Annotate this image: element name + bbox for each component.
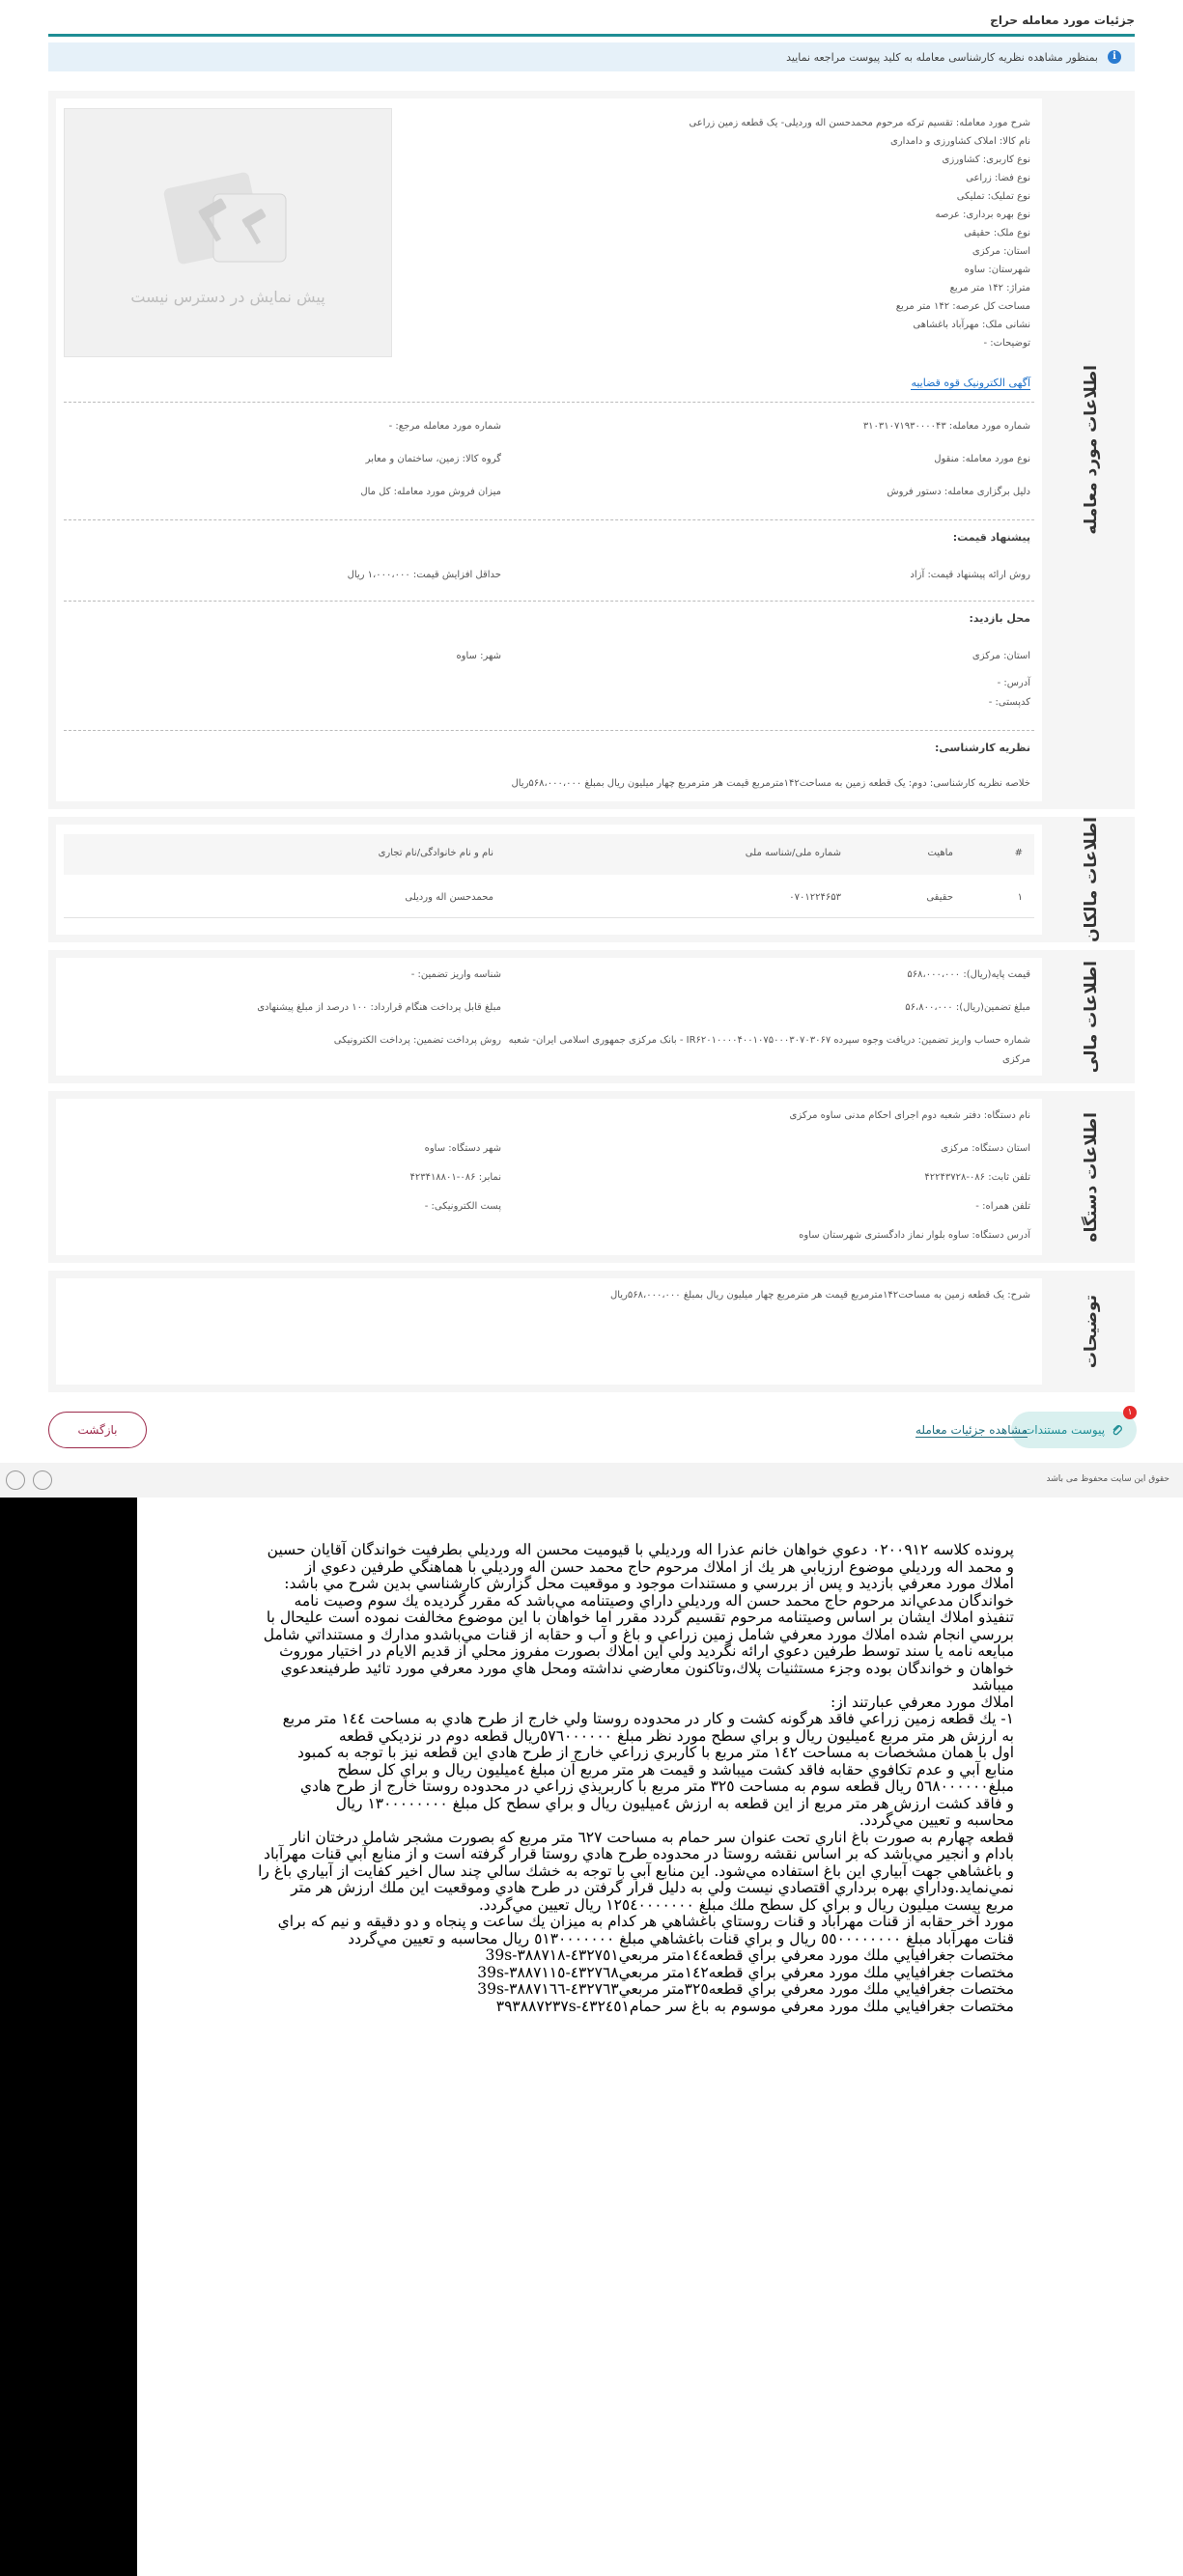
finance-body bbox=[56, 958, 1042, 1076]
goods-name: نام کالا: املاک کشاورزی و دامداری bbox=[890, 136, 1030, 147]
doc-line: املاك مورد معرفي عبارتند از: bbox=[831, 1693, 1014, 1711]
expert-summary: خلاصه نظریه کارشناسی: دوم: یک قطعه زمین به مساحت۱۴۲مترمربع قیمت هر مترمربع چهار میلیون ریال بمبلغ ۵۶۸،۰۰۰،۰۰۰ریال bbox=[511, 778, 1030, 789]
deal-type: نوع مورد معامله: منقول bbox=[934, 454, 1030, 464]
back-button[interactable]: بازگشت bbox=[48, 1412, 147, 1448]
owners-label: اطلاعات مالکان bbox=[1082, 817, 1101, 942]
table-header bbox=[64, 834, 1034, 875]
doc-line: خواهان و خواندگان بوده وجزء مستثنيات پلاك،وتاكنون معارضي نداشته ومحل هاي مورد معرفي مورد تائيد طرفينعدعوي bbox=[280, 1659, 1014, 1677]
doc-line: مربع بيست ميليون ريال و براي كل سطح ملك مبلغ ١٢٥٤٠٠٠٠٠٠٠ ريال تعيين مي‌گردد. bbox=[478, 1895, 1014, 1914]
exploitation-type: نوع بهره برداری: عرصه bbox=[935, 210, 1030, 220]
scanned-text bbox=[234, 1542, 1014, 2015]
description-text: شرح: یک قطعه زمین به مساحت۱۴۲مترمربع قیمت هر مترمربع چهار میلیون ریال بمبلغ ۵۶۸،۰۰۰،۰۰۰ریال bbox=[609, 1290, 1030, 1301]
row-index: ۱ bbox=[1017, 892, 1023, 903]
col-name: نام و نام خانوادگی/نام تجاری bbox=[378, 848, 493, 858]
row-national-id: ۰۷۰۱۲۲۴۶۵۳ bbox=[789, 892, 841, 903]
no-preview-text: پیش نمایش در دسترس نیست bbox=[130, 287, 325, 306]
doc-line: مختصات جغرافيايي ملك مورد معرفي موسوم به باغ سر حمام٤٣٢٤٥١-٣٩٣٨٨٧٢٣٧s bbox=[495, 1997, 1014, 2015]
col-nature: ماهیت bbox=[927, 848, 953, 858]
doc-line: تنفيذو املاك ايشان بر اساس وصيتنامه مرحوم تقسيم گردد مقرر اما خواهان با اين موضوع مخالفت نموده است عليحال با bbox=[266, 1609, 1014, 1626]
doc-line: نمي‌نمايد.وداراي بهره برداري اقتصادي نيست ولي به دليل قرار گرفتن در طرح هادي وموقعيت اين ملك ارزش هر متر bbox=[291, 1879, 1014, 1896]
price-offer-title: پیشنهاد قیمت: bbox=[952, 531, 1030, 544]
parent-deal-number: شماره مورد معامله مرجع: - bbox=[388, 421, 501, 432]
goods-group: گروه کالا: زمین، ساختمان و معابر bbox=[365, 454, 501, 464]
header-divider bbox=[48, 34, 1135, 37]
doc-line: مورد آخر حقابه از قنات مهرآباد و قنات روستاي باغشاهي هر كدام به ميزان يك ساعت و پنجاه و دو دقيقه و نيم كه براي bbox=[277, 1913, 1014, 1930]
device-fax: نمابر: ۰۸۶-۴۲۳۴۱۸۸۰۱ bbox=[409, 1172, 501, 1183]
owners-section bbox=[48, 817, 1135, 942]
deposit-account-branch: مرکزی bbox=[1002, 1054, 1030, 1065]
image-placeholder bbox=[64, 108, 392, 357]
doc-line: قطعه چهارم به صورت باغ اناري تحت عنوان سر حمام به مساحت ٦٢٧ متر مربع كه بصورت مشجر شامل درختان انار bbox=[290, 1828, 1014, 1846]
description-section bbox=[48, 1271, 1135, 1392]
doc-line: مختصات جغرافيايي ملك مورد معرفي براي قطعه١٤٤متر مربعي٤٣٢٧٥١-٣٨٨٧١٨-39s bbox=[485, 1946, 1014, 1964]
row-divider bbox=[64, 917, 1034, 918]
judiciary-logo-icon bbox=[33, 1470, 52, 1490]
device-body bbox=[56, 1099, 1042, 1255]
divider bbox=[64, 402, 1034, 403]
scanned-page bbox=[137, 1498, 1183, 2576]
footer-logos bbox=[6, 1470, 52, 1490]
copyright-text: حقوق این سایت محفوظ می باشد bbox=[1046, 1474, 1169, 1484]
property-address: نشانی ملک: مهرآباد باغشاهی bbox=[913, 320, 1030, 330]
gavel-icon bbox=[160, 160, 296, 276]
visit-city: شهر: ساوه bbox=[456, 651, 501, 661]
doc-line: بادام و انجير مي‌باشد كه بر اساس نقشه روستا در محدوده طرح هادي روستا قرار گرفته است و از منابع آبي قنات مهرآباد bbox=[264, 1845, 1014, 1862]
view-deal-details-link[interactable]: مشاهده جزئیات معامله bbox=[915, 1423, 1028, 1437]
doc-line: مختصات جغرافيايي ملك مورد معرفي براي قطعه٣٢٥متر مربعي٤٣٢٧٦٣-٣٨٨٧١٦٦-39s bbox=[477, 1980, 1014, 1998]
visit-place-title: محل بازدید: bbox=[969, 612, 1030, 625]
deal-description: شرح مورد معامله: تقسیم ترکه مرحوم محمدحسن اله وردیلی- یک قطعه زمین زراعی bbox=[689, 118, 1030, 128]
doc-line: خواندگان مدعي‌اند مرحوم حاج محمد حسن اله ورديلي داراي وصيتنامه مي‌باشد كه مقرر گرديده يك سوم وصيت نامه bbox=[294, 1591, 1014, 1610]
divider bbox=[64, 519, 1034, 520]
min-increase: حداقل افزایش قیمت: ۱،۰۰۰،۰۰۰ ریال bbox=[347, 570, 501, 580]
doc-line: و محمد اله ورديلي موضوع ارزيابي هر يك از املاك مرحوم حاج محمد حسن اله ورديلي با هماهنگي طرفين دعوي از bbox=[304, 1557, 1014, 1576]
owners-body bbox=[56, 825, 1042, 935]
deal-info-body bbox=[56, 98, 1042, 801]
expert-opinion-title: نظریه کارشناسی: bbox=[935, 742, 1030, 754]
property-type: نوع ملک: حقیقی bbox=[964, 228, 1030, 238]
doc-line: مختصات جغرافيايي ملك مورد معرفي براي قطعه١٤٢متر مربعي٤٣٢٧٦٨-٣٨٨٧١١٥-39s bbox=[477, 1963, 1014, 1981]
county: شهرستان: ساوه bbox=[964, 265, 1030, 275]
doc-line: و باغشاهي جهت آبياري اين باغ استفاده مي‌شود. اين منابع آبي با توجه به خشك سالي چند سال اخير كفايت از آبياري باغ را bbox=[258, 1862, 1014, 1880]
deal-info-section bbox=[48, 91, 1135, 809]
space-type: نوع فضا: زراعی bbox=[966, 173, 1030, 183]
device-city: شهر دستگاه: ساوه bbox=[424, 1143, 501, 1154]
device-province: استان دستگاه: مرکزی bbox=[941, 1143, 1030, 1154]
sale-amount: میزان فروش مورد معامله: کل مال bbox=[360, 487, 501, 497]
base-price: قیمت پایه(ریال): ۵۶۸،۰۰۰،۰۰۰ bbox=[907, 969, 1030, 980]
total-area: مساحت کل عرصه: ۱۴۲ متر مربع bbox=[895, 301, 1030, 312]
info-banner bbox=[48, 42, 1135, 71]
attachments-button[interactable] bbox=[1011, 1408, 1137, 1448]
visit-postal-code: کدپستی: - bbox=[988, 697, 1030, 708]
doc-line: به ارزش هر متر مربع ٤ميليون ريال و براي سطح مورد نظر مبلغ ٥٧٦٠٠٠٠٠٠ريال قطعه دوم در نزديكي قطعه bbox=[338, 1726, 1014, 1745]
info-text: بمنظور مشاهده نظریه کارشناسی معامله به کلید پیوست مراجعه نمایید bbox=[786, 50, 1098, 64]
deposit-id: شناسه واریز تضمین: - bbox=[410, 969, 501, 980]
doc-line: ميباشد bbox=[972, 1676, 1014, 1694]
doc-line: پرونده كلاسه ٠٢٠٠٩١٢ دعوي خواهان خانم عذرا اله ورديلي با قيوميت محسن اله ورديلي بطرفيت خواندگان آقايان حسين bbox=[267, 1541, 1014, 1558]
device-section bbox=[48, 1091, 1135, 1263]
attachments-count-badge: ۱ bbox=[1123, 1406, 1137, 1419]
device-address: آدرس دستگاه: ساوه بلوار نماز دادگستری شهرستان ساوه bbox=[799, 1230, 1030, 1241]
doc-line: املاك مورد معرفي بازديد و پس از بررسي و مستندات موجود و موقعيت محل گزارش كارشناسي بدين شرح مي باشد: bbox=[284, 1575, 1014, 1592]
row-nature: حقیقی bbox=[926, 892, 953, 903]
visit-address: آدرس: - bbox=[997, 678, 1030, 688]
description-label: توضیحات bbox=[1082, 1294, 1101, 1369]
ad-link[interactable]: آگهی الکترونیک قوه قضاییه bbox=[911, 377, 1030, 389]
divider bbox=[64, 730, 1034, 731]
device-name: نام دستگاه: دفتر شعبه دوم اجرای احکام مدنی ساوه مرکزی bbox=[789, 1110, 1030, 1121]
deposit-account: شماره حساب واریز تضمین: دریافت وجوه سپرده IR۶۲۰۱۰۰۰۰۴۰۰۱۰۷۵۰۰۰۳۰۷۰۳۰۶۷ - بانک مرکزی جمهوری اسلامی ایران- شعبه bbox=[508, 1035, 1030, 1046]
device-email: پست الکترونیکی: - bbox=[424, 1201, 501, 1212]
doc-line: و فاقد كشت ارزش هر متر مربع از اين قطعه به ارزش ٤ميليون ريال و براي سطح كل مبلغ ١٣٠٠٠٠٠٠٠٠ ريال bbox=[335, 1794, 1014, 1812]
visit-province: استان: مرکزی bbox=[972, 651, 1030, 661]
col-index: # bbox=[1014, 848, 1023, 858]
device-label: اطلاعات دستگاه bbox=[1082, 1111, 1101, 1243]
footer bbox=[0, 1463, 1183, 1498]
doc-line: قنات مهرآباد مبلغ ٥٥٠٠٠٠٠٠٠٠ ريال و براي قنات باغشاهي مبلغ ٥١٣٠٠٠٠٠٠٠ ريال محاسبه و تعيين مي‌گردد bbox=[348, 1929, 1014, 1947]
description-body bbox=[56, 1278, 1042, 1385]
doc-line: محاسبه و تعيين مي‌گردد. bbox=[859, 1811, 1014, 1829]
sale-reason: دلیل برگزاری معامله: دستور فروش bbox=[887, 487, 1030, 497]
finance-section bbox=[48, 950, 1135, 1083]
guarantee-amount: مبلغ تضمین(ریال): ۵۶،۸۰۰،۰۰۰ bbox=[905, 1002, 1030, 1013]
ownership-type: نوع تملیک: تملیکی bbox=[956, 191, 1030, 202]
paperclip-icon bbox=[1111, 1423, 1124, 1437]
offer-method: روش ارائه پیشنهاد قیمت: آزاد bbox=[910, 570, 1030, 580]
doc-line: مبايعه نامه يا سند توسط طرفين دعوي ارائه نگرديد ولي اين املاك بصورت مفروز محلي از قديم الايام در اختيار موروث bbox=[279, 1642, 1014, 1660]
col-national-id: شماره ملی/شناسه ملی bbox=[745, 848, 841, 858]
usage-type: نوع کاربری: کشاورزی bbox=[942, 154, 1030, 165]
area: متراژ: ۱۴۲ متر مربع bbox=[949, 283, 1030, 294]
scanned-document-viewer bbox=[0, 1498, 1183, 2576]
device-mobile: تلفن همراه: - bbox=[975, 1201, 1030, 1212]
doc-line: ١- يك قطعه زمين زراعي فاقد هرگونه كشت و كار در محدوده روستا ولي خارج از طرح هادي به مساحت ١٤٤ متر مربع bbox=[282, 1710, 1014, 1727]
doc-line: منابع آبي و عدم تكافوي حقابه فاقد كشت ميباشد و قيمت هر متر مربع آن مبلغ ٤ميليون ريال و براي كل سطح bbox=[337, 1760, 1014, 1778]
divider bbox=[64, 601, 1034, 602]
emblem-logo-icon bbox=[6, 1470, 25, 1490]
doc-line: بررسي انجام شده املاك مورد معرفي شامل زمين زراعي و باغ و آب و حقابه از قنات مي‌باشدو مدارك و مستنداتي شامل bbox=[263, 1625, 1014, 1643]
page-title: جزئیات مورد معامله حراج bbox=[990, 14, 1135, 27]
contract-payment: مبلغ قابل پرداخت هنگام قرارداد: ۱۰۰ درصد از مبلغ پیشنهادی bbox=[257, 1002, 501, 1013]
doc-line: اول با همان مشخصات به مساحت ١٤٢ متر مربع با كاربري زراعي خارج از طرح هادي اين قطعه نيز با توجه به كمبود bbox=[297, 1744, 1014, 1761]
deal-notes: توضیحات: - bbox=[983, 338, 1030, 349]
deal-info-label: اطلاعات مورد معامله bbox=[1082, 365, 1101, 535]
province: استان: مرکزی bbox=[972, 246, 1030, 257]
owners-table bbox=[64, 834, 1034, 927]
payment-method: روش پرداخت تضمین: پرداخت الکترونیکی bbox=[333, 1035, 501, 1046]
doc-line: مبلغ٥٦٨٠٠٠٠٠٠ ريال قطعه سوم به مساحت ٣٢٥ متر مربع با كاربريذي زراعي در محدوده روستا خارج از طرح هادي bbox=[299, 1778, 1014, 1795]
attachments-label: پیوست مستندات bbox=[1023, 1423, 1106, 1437]
finance-label: اطلاعات مالی bbox=[1082, 960, 1101, 1074]
device-phone: تلفن ثابت: ۰۸۶-۴۲۲۴۳۷۲۸ bbox=[924, 1172, 1030, 1183]
deal-number: شماره مورد معامله: ۳۱۰۳۱۰۷۱۹۳۰۰۰۰۴۳ bbox=[862, 421, 1030, 432]
info-icon: i bbox=[1108, 50, 1121, 64]
row-name: محمدحسن اله وردیلی bbox=[405, 892, 493, 903]
